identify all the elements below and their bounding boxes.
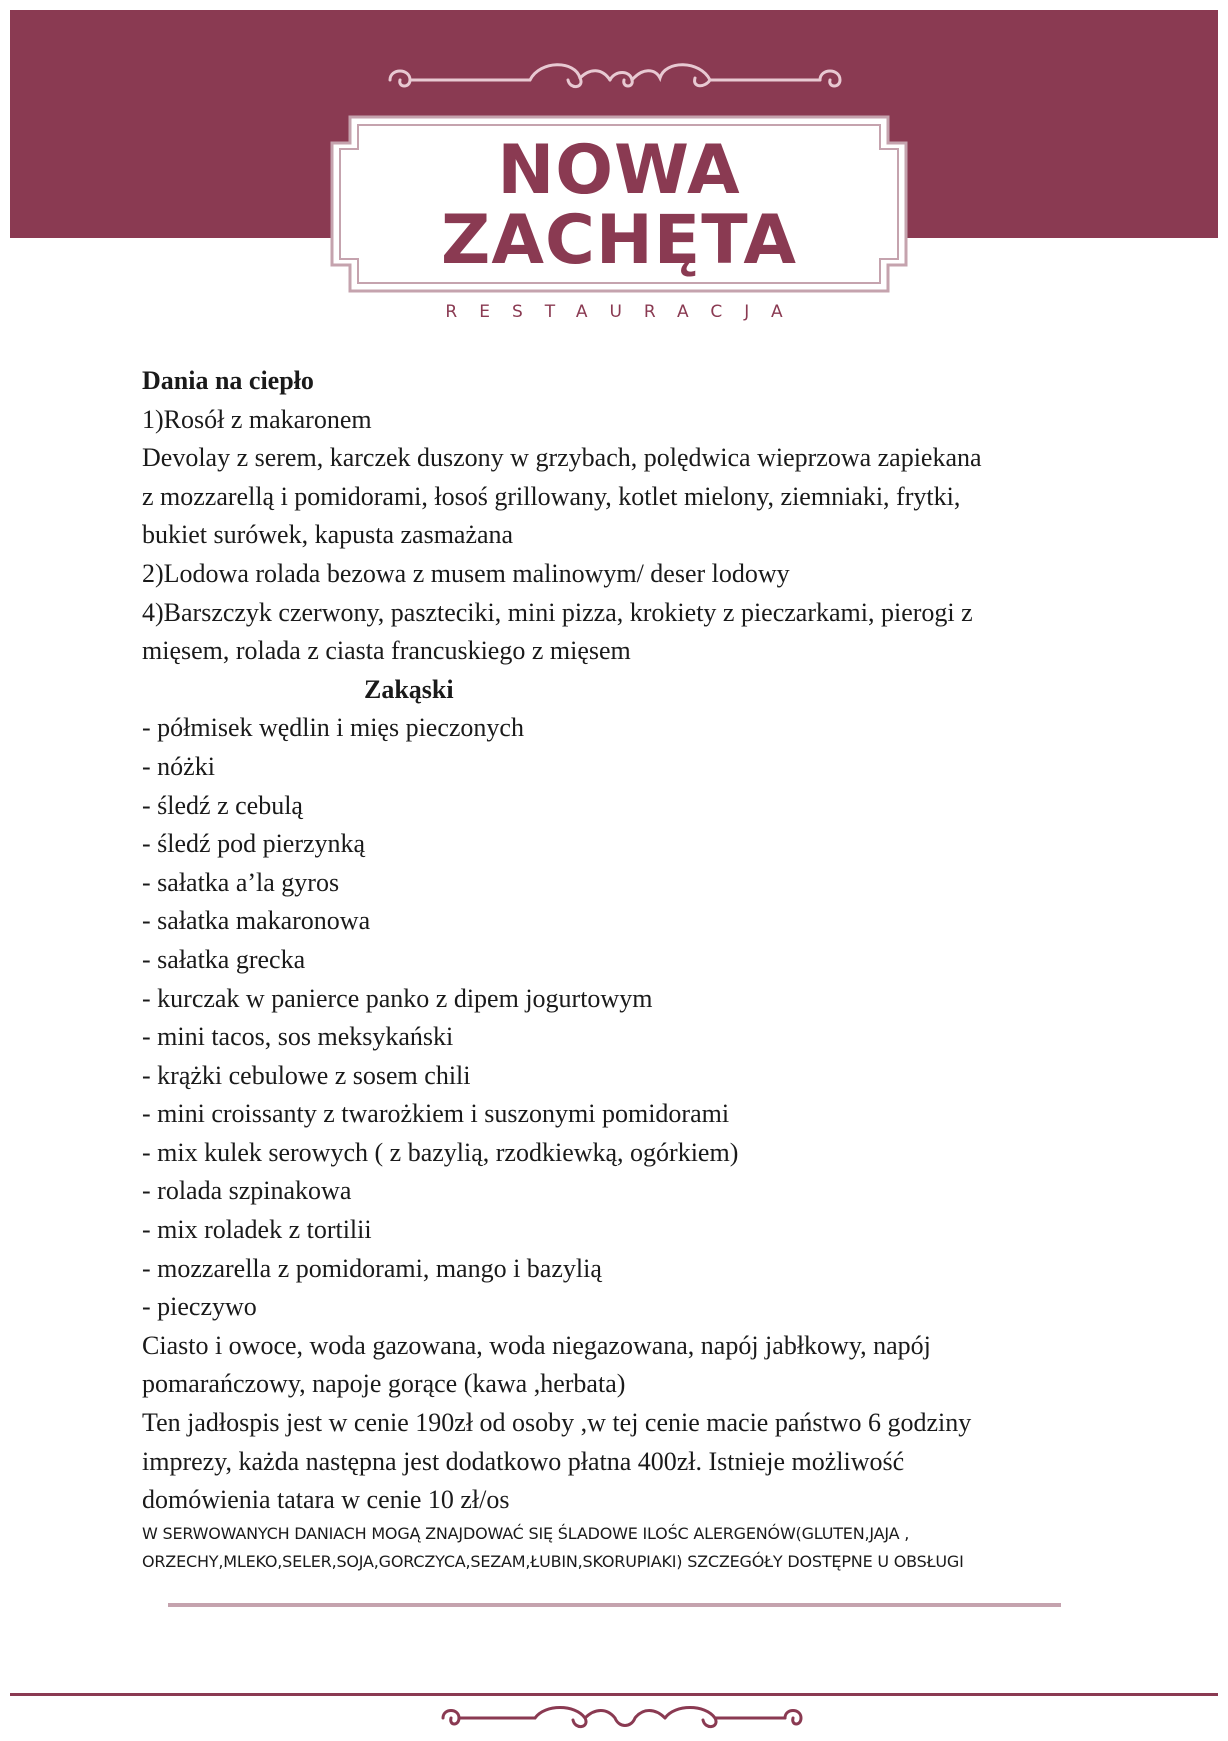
appetizer-item: - mini tacos, sos meksykański [142, 1022, 454, 1052]
price-line: Ten jadłospis jest w cenie 190zł od osoby ,w tej cenie macie państwo 6 godziny [142, 1408, 972, 1438]
logo-line-1: NOWA [497, 131, 741, 210]
logo-subtitle: RESTAURACJA [445, 302, 805, 322]
appetizer-item: - sałatka makaronowa [142, 906, 371, 936]
appetizer-item: - półmisek wędlin i mięs pieczonych [142, 713, 524, 743]
appetizer-item: - rolada szpinakowa [142, 1176, 352, 1206]
appetizer-item: - sałatka grecka [142, 944, 306, 974]
appetizer-item: - nóżki [142, 751, 215, 781]
logo-line-2: ZACHĘTA [441, 201, 797, 280]
appetizer-item: - sałatka a’la gyros [142, 867, 340, 897]
appetizer-item: - śledź pod pierzynką [142, 829, 366, 859]
hot-line: bukiet surówek, kapusta zasmażana [142, 520, 514, 550]
appetizer-item: - pieczywo [142, 1292, 257, 1322]
divider-line [168, 1603, 1061, 1607]
logo [330, 115, 908, 293]
appetizers-heading: Zakąski [364, 674, 454, 704]
allergen-notice: ORZECHY,MLEKO,SELER,SOJA,GORCZYCA,SEZAM,ŁUBIN,SKORUPIAKI) SZCZEGÓŁY DOSTĘPNE U OBSŁUGI [142, 1551, 964, 1571]
hot-line: 2)Lodowa rolada bezowa z musem malinowym/ deser lodowy [142, 558, 790, 588]
menu-content [142, 362, 1102, 1576]
appetizer-item: - śledź z cebulą [142, 790, 303, 820]
hot-line: Devolay z serem, karczek duszony w grzybach, polędwica wieprzowa zapiekana [142, 443, 982, 473]
bottom-flourish-ornament [435, 1700, 815, 1738]
hot-line: 1)Rosół z makaronem [142, 404, 372, 434]
footer-line [10, 1693, 1218, 1696]
appetizer-item: - mozzarella z pomidorami, mango i bazylią [142, 1253, 602, 1283]
allergen-notice: W SERWOWANYCH DANIACH MOGĄ ZNAJDOWAĆ SIĘ ŚLADOWE ILOŚC ALERGENÓW(GLUTEN,JAJA , [142, 1523, 910, 1543]
price-line: imprezy, każda następna jest dodatkowo płatna 400zł. Istnieje możliwość [142, 1446, 905, 1476]
hot-dishes-heading: Dania na ciepło [142, 366, 314, 395]
closing-line: pomarańczowy, napoje gorące (kawa ,herbata) [142, 1369, 626, 1399]
appetizer-item: - kurczak w panierce panko z dipem jogurtowym [142, 983, 653, 1013]
appetizer-item: - mini croissanty z twarożkiem i suszonymi pomidorami [142, 1099, 730, 1129]
closing-line: Ciasto i owoce, woda gazowana, woda niegazowana, napój jabłkowy, napój [142, 1330, 931, 1360]
appetizer-item: - krążki cebulowe z sosem chili [142, 1060, 471, 1090]
appetizer-item: - mix kulek serowych ( z bazylią, rzodkiewką, ogórkiem) [142, 1137, 739, 1167]
hot-line: z mozzarellą i pomidorami, łosoś grillowany, kotlet mielony, ziemniaki, frytki, [142, 481, 961, 511]
hot-line: mięsem, rolada z ciasta francuskiego z mięsem [142, 636, 631, 666]
top-flourish-ornament [380, 58, 850, 98]
price-line: domówienia tatara w cenie 10 zł/os [142, 1485, 510, 1515]
hot-line: 4)Barszczyk czerwony, paszteciki, mini pizza, krokiety z pieczarkami, pierogi z [142, 597, 973, 627]
appetizer-item: - mix roladek z tortilii [142, 1215, 372, 1245]
